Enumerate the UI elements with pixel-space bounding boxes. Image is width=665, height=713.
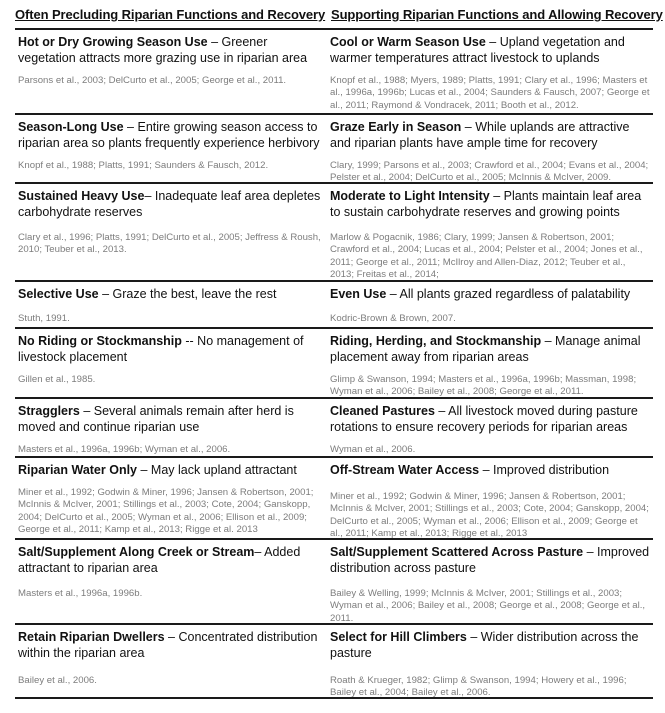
row-right-title: Off-Stream Water Access (330, 463, 480, 477)
table-bottom-rule (15, 697, 653, 699)
row-right-desc: – Wider distribution across the pasture (330, 630, 639, 660)
row-right-desc: – While uplands are attractive and riparian plants have ample time for recovery (330, 120, 630, 150)
row-left-desc: – May lack upland attractant (137, 463, 297, 477)
row-right-citation: Miner et al., 1992; Godwin & Miner, 1996; Jansen & Robertson, 2001; McInnis & McIver, 2001; Stillings et al., 2003; Cote, 2004; Ganskopp, 2004; DelCurto et al., 2005; Wyman et al., 2006; Ellison et al., 2009; George et al., 2011; Kamp et al., 2013; Rigge et al., 2013 (330, 491, 649, 540)
row-right-text (330, 333, 652, 365)
row-left-text (18, 119, 323, 151)
row-right-citation: Bailey & Welling, 1999; McInnis & McIver, 2001; Stillings et al., 2003; Wyman et al., 2006; Bailey et al., 2008; George et al., 2008; George et al., 2011. (330, 588, 646, 624)
row-right-citation: Wyman et al., 2006. (330, 444, 416, 455)
row-left-title: Sustained Heavy Use (18, 189, 145, 203)
table-row (15, 327, 653, 399)
row-right-citation: Roath & Krueger, 1982; Glimp & Swanson, 1994; Howery et al., 1996; Bailey et al., 2004; Bailey et al., 2006. (330, 675, 627, 699)
row-right-desc: – All plants grazed regardless of palatability (386, 287, 631, 301)
row-left-title: Stragglers (18, 404, 80, 418)
table-row (15, 456, 653, 540)
row-right-text (330, 544, 652, 576)
row-left-desc: -- No management of livestock placement (18, 334, 304, 364)
row-left-text (18, 403, 323, 435)
table-row (15, 28, 653, 115)
row-left-text (18, 629, 323, 661)
row-left-desc: – Graze the best, leave the rest (98, 287, 277, 301)
row-right-text (330, 286, 652, 302)
row-right-citation: Clary, 1999; Parsons et al., 2003; Crawford et al., 2004; Evans et al., 2004; Pelster et al., 2004; DelCurto et al., 2005; McInnis & McIver, 2009. (330, 160, 649, 184)
row-left-desc: – Added attractant to riparian area (18, 545, 301, 575)
row-right-title: Moderate to Light Intensity (330, 189, 490, 203)
row-right-text (330, 119, 652, 151)
row-right-desc: – Manage animal placement away from riparian areas (330, 334, 641, 364)
row-left-citation: Knopf et al., 1988; Platts, 1991; Saunders & Fausch, 2012. (18, 160, 269, 171)
row-left-desc: – Inadequate leaf area depletes carbohydrate reserves (18, 189, 321, 219)
row-right-title: Graze Early in Season (330, 120, 462, 134)
row-right-desc: – Upland vegetation and warmer temperatures attract livestock to uplands (330, 35, 625, 65)
row-right-text (330, 403, 652, 435)
row-right-title: Riding, Herding, and Stockmanship (330, 334, 542, 348)
table-row (15, 182, 653, 282)
table-row (15, 397, 653, 458)
row-right-title: Cleaned Pastures (330, 404, 435, 418)
row-right-citation: Knopf et al., 1988; Myers, 1989; Platts, 1991; Clary et al., 1996; Masters et al., 1996a, 1996b; Lucas et al., 2004; Saunders & Fausch, 2007; George et al., 2011; Raymond & Vondracek, 2011; Booth et al., 2012. (330, 75, 650, 111)
row-right-title: Select for Hill Climbers (330, 630, 467, 644)
row-left-desc: – Entire growing season access to riparian area so plants frequently experience herbivory (18, 120, 320, 150)
row-right-desc: – Plants maintain leaf area to sustain carbohydrate reserves and growing points (330, 189, 642, 219)
row-left-text (18, 462, 323, 478)
row-left-desc: – Greener vegetation attracts more grazing use in riparian area (18, 35, 308, 65)
row-left-text (18, 544, 323, 576)
row-left-desc: – Several animals remain after herd is moved and continue riparian use (18, 404, 294, 434)
row-left-title: Retain Riparian Dwellers (18, 630, 165, 644)
row-right-desc: – Improved distribution (479, 463, 610, 477)
row-left-citation: Miner et al., 1992; Godwin & Miner, 1996; Jansen & Robertson, 2001; McInnis & McIver, 2001; Stillings et al., 2003; Cote, 2004; Ganskopp, 2004; DelCurto et al., 2005; Wyman et al., 2006; Ellison et al., 2009; George et al., 2011; Kamp et al., 2013; Rigge et al. 2013 (18, 487, 314, 536)
row-left-title: No Riding or Stockmanship (18, 334, 182, 348)
row-left-citation: Clary et al., 1996; Platts, 1991; DelCurto et al., 2005; Jeffress & Roush, 2010; Teuber et al., 2013. (18, 232, 321, 256)
row-left-title: Riparian Water Only (18, 463, 138, 477)
row-left-text (18, 34, 323, 66)
header-left: Often Precluding Riparian Functions and Recovery (15, 7, 326, 22)
row-left-title: Hot or Dry Growing Season Use (18, 35, 208, 49)
row-right-text (330, 462, 652, 478)
row-right-text (330, 188, 652, 220)
row-left-text (18, 333, 323, 365)
row-left-title: Season-Long Use (18, 120, 124, 134)
row-right-citation: Kodric-Brown & Brown, 2007. (330, 313, 456, 324)
row-left-desc: – Concentrated distribution within the riparian area (18, 630, 318, 660)
row-left-citation: Masters et al., 1996a, 1996b; Wyman et al., 2006. (18, 444, 231, 455)
row-right-citation: Glimp & Swanson, 1994; Masters et al., 1996a, 1996b; Massman, 1998; Wyman et al., 2006; Bailey et al., 2008; George et al., 2011. (330, 374, 637, 398)
row-right-title: Cool or Warm Season Use (330, 35, 486, 49)
row-right-title: Salt/Supplement Scattered Across Pasture (330, 545, 584, 559)
table-row (15, 623, 653, 697)
row-right-citation: Marlow & Pogacnik, 1986; Clary, 1999; Jansen & Robertson, 2001; Crawford et al., 2004; Lucas et al., 2004; Pelster et al., 2004; Jones et al., 2011; George et al., 2011; McIlroy and Allen-Diaz, 2012; Teuber et al., 2013; Freitas et al., 2014; (330, 232, 643, 281)
table-row (15, 280, 653, 329)
row-left-citation: Parsons et al., 2003; DelCurto et al., 2005; George et al., 2011. (18, 75, 287, 86)
row-right-desc: – Improved distribution across pasture (330, 545, 650, 575)
row-left-title: Salt/Supplement Along Creek or Stream (18, 545, 255, 559)
row-right-desc: – All livestock moved during pasture rotations to ensure recovery periods for riparian areas (330, 404, 638, 434)
row-left-text (18, 188, 323, 220)
row-left-citation: Bailey et al., 2006. (18, 675, 97, 686)
table-row (15, 113, 653, 184)
row-left-citation: Masters et al., 1996a, 1996b. (18, 588, 143, 599)
row-left-text (18, 286, 323, 302)
row-right-text (330, 34, 652, 66)
row-left-citation: Gillen et al., 1985. (18, 374, 96, 385)
row-right-text (330, 629, 652, 661)
table-header (0, 0, 665, 30)
row-left-title: Selective Use (18, 287, 99, 301)
row-left-citation: Stuth, 1991. (18, 313, 70, 324)
row-right-title: Even Use (330, 287, 387, 301)
header-right: Supporting Riparian Functions and Allowing Recovery (331, 7, 663, 22)
table-row (15, 538, 653, 625)
